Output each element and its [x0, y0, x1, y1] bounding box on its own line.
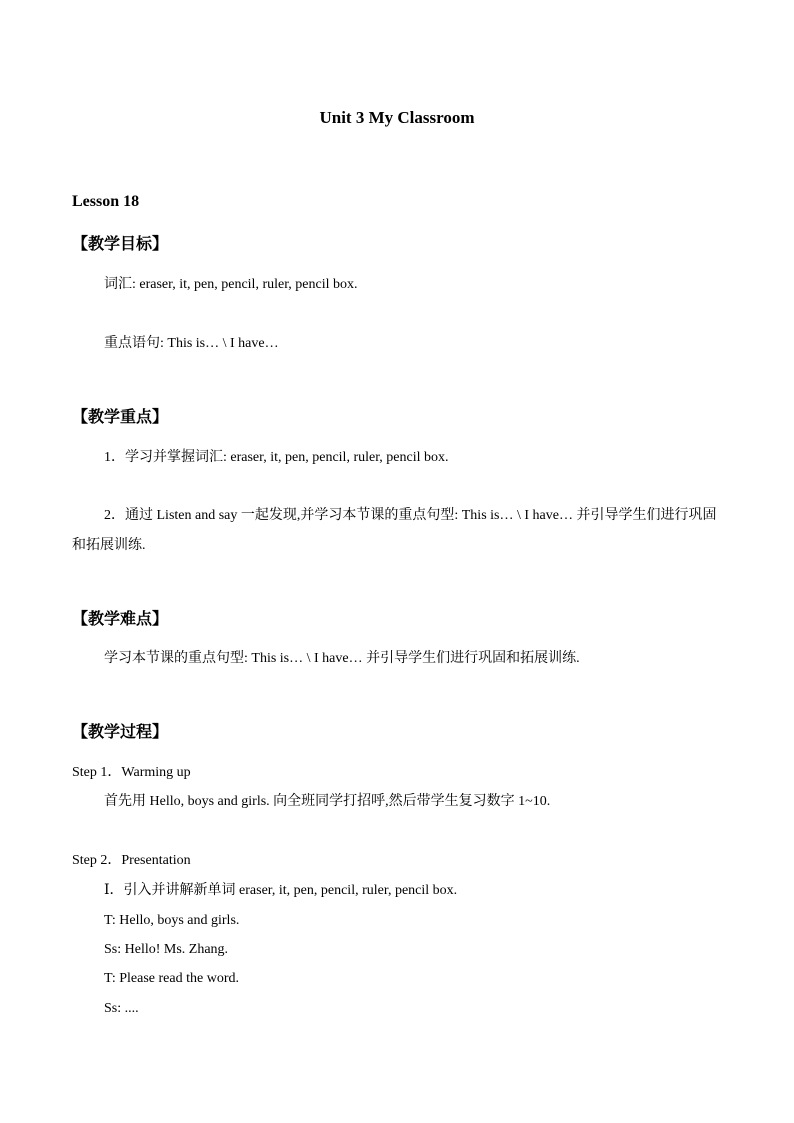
- dialog-line: T: Hello, boys and girls.: [104, 913, 240, 928]
- objectives-vocab: 词汇: eraser, it, pen, pencil, ruler, pencil box.: [104, 277, 358, 292]
- dialog-line: Ss: Hello! Ms. Zhang.: [104, 942, 229, 957]
- key-points-item-2: 2．通过 Listen and say 一起发现,并学习本节课的重点句型: This is… \ I have… 并引导学生们进行巩固和拓展训练.: [72, 508, 717, 553]
- objectives-heading: 【教学目标】: [72, 234, 169, 253]
- dialog-line: Ss: ....: [104, 1001, 139, 1016]
- difficulties-heading: 【教学难点】: [72, 609, 169, 628]
- dialog-line: T: Please read the word.: [104, 971, 239, 986]
- step-1-title: Step 1．Warming up: [72, 765, 191, 780]
- step-1-text: 首先用 Hello, boys and girls. 向全班同学打招呼,然后带学生复习数字 1~10.: [104, 794, 551, 809]
- document-title: Unit 3 My Classroom: [319, 108, 475, 127]
- step-2-title: Step 2．Presentation: [72, 853, 191, 868]
- process-heading: 【教学过程】: [72, 722, 169, 741]
- objectives-sentences: 重点语句: This is… \ I have…: [104, 336, 279, 351]
- difficulties-text: 学习本节课的重点句型: This is… \ I have… 并引导学生们进行巩固和拓展训练.: [104, 651, 580, 666]
- step-2-part-1: Ⅰ．引入并讲解新单词 eraser, it, pen, pencil, ruler, pencil box.: [104, 883, 458, 898]
- key-points-heading: 【教学重点】: [72, 407, 169, 426]
- lesson-label: Lesson 18: [72, 193, 140, 210]
- key-points-item-1: 1．学习并掌握词汇: eraser, it, pen, pencil, ruler, pencil box.: [104, 450, 449, 465]
